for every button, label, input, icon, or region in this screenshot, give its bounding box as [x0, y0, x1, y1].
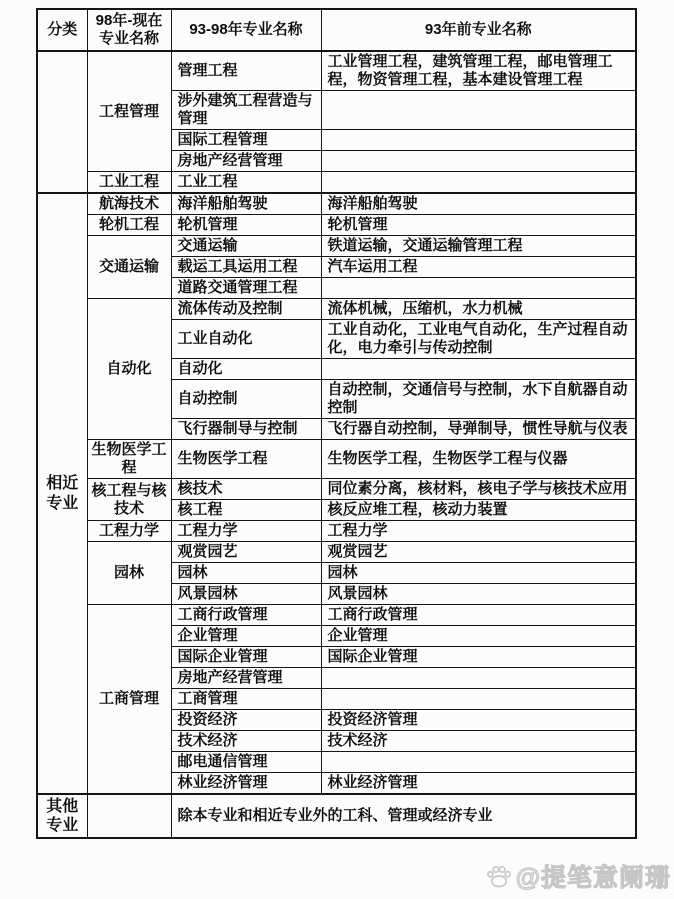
- table-cell: 企业管理: [171, 626, 321, 647]
- table-cell: 飞行器自动控制，导弹制导，惯性导航与仪表: [321, 419, 636, 440]
- table-row: [37, 172, 636, 194]
- table-cell: 飞行器制导与控制: [171, 419, 321, 440]
- table-cell: 核技术: [171, 479, 321, 500]
- table-cell: 房地产经营管理: [171, 151, 321, 172]
- table-cell: 园林: [87, 542, 171, 605]
- table-cell: 工业自动化: [171, 320, 321, 359]
- major-mapping-table: [36, 8, 637, 839]
- table-cell: 工业工程: [171, 172, 321, 194]
- table-cell: 邮电通信管理: [171, 752, 321, 773]
- table-cell: 铁道运输，交通运输管理工程: [321, 236, 636, 257]
- table-cell: 交通运输: [87, 236, 171, 299]
- table-cell: 工程力学: [87, 521, 171, 542]
- table-row: [37, 51, 636, 91]
- table-cell: 生物医学工程: [171, 440, 321, 479]
- header-cell: 分类: [37, 9, 87, 51]
- table-cell: 相近专业: [37, 193, 87, 794]
- table-cell: 自动控制，交通信号与控制，水下自航器自动控制: [321, 380, 636, 419]
- table-cell: 工商管理: [87, 605, 171, 795]
- table-cell: 工程力学: [171, 521, 321, 542]
- table-cell: 核工程与核技术: [87, 479, 171, 521]
- table-cell: [321, 278, 636, 299]
- table-cell: 核反应堆工程，核动力装置: [321, 500, 636, 521]
- table-cell: 园林: [171, 563, 321, 584]
- table-cell: 林业经济管理: [171, 773, 321, 795]
- table-cell: 生物医学工程: [87, 440, 171, 479]
- table-cell: 风景园林: [321, 584, 636, 605]
- table-cell: 工业工程: [87, 172, 171, 194]
- table-cell: 轮机工程: [87, 215, 171, 236]
- table-cell: [321, 752, 636, 773]
- table-cell: 涉外建筑工程营造与管理: [171, 91, 321, 130]
- header-cell: 93年前专业名称: [321, 9, 636, 51]
- watermark-text: @提笔意阑珊: [515, 864, 671, 892]
- table-row: [37, 605, 636, 626]
- table-cell: 自动化: [171, 359, 321, 380]
- table-cell: 海洋船舶驾驶: [321, 193, 636, 215]
- table-row: [37, 521, 636, 542]
- table-cell: 企业管理: [321, 626, 636, 647]
- table-cell: 工业自动化，工业电气自动化，生产过程自动化，电力牵引与传动控制: [321, 320, 636, 359]
- table-cell: 投资经济: [171, 710, 321, 731]
- table-cell: [37, 51, 87, 193]
- table-cell: 轮机管理: [321, 215, 636, 236]
- table-cell: [321, 91, 636, 130]
- table-cell: 轮机管理: [171, 215, 321, 236]
- table-cell: 观赏园艺: [171, 542, 321, 563]
- table-cell: 园林: [321, 563, 636, 584]
- table-cell: 风景园林: [171, 584, 321, 605]
- header-cell: 93-98年专业名称: [171, 9, 321, 51]
- table-cell: 核工程: [171, 500, 321, 521]
- table-cell: [321, 172, 636, 194]
- table-cell: 工业管理工程，建筑管理工程，邮电管理工程，物资管理工程，基本建设管理工程: [321, 51, 636, 91]
- table-cell: 国际企业管理: [321, 647, 636, 668]
- table-row: [37, 440, 636, 479]
- table-row: [37, 193, 636, 215]
- paw-icon: [485, 862, 513, 890]
- table-cell: [87, 794, 171, 838]
- table-cell: 除本专业和相近专业外的工科、管理或经济专业: [171, 794, 636, 838]
- table-cell: 流体传动及控制: [171, 299, 321, 320]
- table-cell: [321, 151, 636, 172]
- table-cell: 生物医学工程，生物医学工程与仪器: [321, 440, 636, 479]
- table-header-row: [37, 9, 636, 51]
- table-row: [37, 794, 636, 838]
- table-cell: [321, 668, 636, 689]
- table-cell: 技术经济: [171, 731, 321, 752]
- table-row: [37, 215, 636, 236]
- table-cell: 观赏园艺: [321, 542, 636, 563]
- table-cell: 工商管理: [171, 689, 321, 710]
- table-cell: [321, 130, 636, 151]
- table-cell: 自动控制: [171, 380, 321, 419]
- table-cell: 自动化: [87, 299, 171, 440]
- table-row: [37, 299, 636, 320]
- table-cell: 房地产经营管理: [171, 668, 321, 689]
- table-cell: 流体机械，压缩机，水力机械: [321, 299, 636, 320]
- table-cell: 国际工程管理: [171, 130, 321, 151]
- table-row: [37, 236, 636, 257]
- table-cell: [321, 689, 636, 710]
- table-cell: 载运工具运用工程: [171, 257, 321, 278]
- table-cell: 国际企业管理: [171, 647, 321, 668]
- table-cell: 工程管理: [87, 51, 171, 172]
- table-cell: 工商行政管理: [321, 605, 636, 626]
- table-cell: 投资经济管理: [321, 710, 636, 731]
- table-cell: 航海技术: [87, 193, 171, 215]
- table-row: [37, 542, 636, 563]
- table-cell: 交通运输: [171, 236, 321, 257]
- table-cell: 同位素分离，核材料，核电子学与核技术应用: [321, 479, 636, 500]
- table-cell: 林业经济管理: [321, 773, 636, 795]
- table-cell: 工程力学: [321, 521, 636, 542]
- table-cell: [321, 359, 636, 380]
- table-cell: 道路交通管理工程: [171, 278, 321, 299]
- table-cell: 汽车运用工程: [321, 257, 636, 278]
- table-cell: 海洋船舶驾驶: [171, 193, 321, 215]
- table-cell: 技术经济: [321, 731, 636, 752]
- table-cell: 管理工程: [171, 51, 321, 91]
- table-body: [37, 51, 636, 838]
- watermark: [485, 858, 671, 894]
- table-cell: 工商行政管理: [171, 605, 321, 626]
- table-cell: 其他专业: [37, 794, 87, 838]
- header-cell: 98年-现在专业名称: [87, 9, 171, 51]
- table-row: [37, 479, 636, 500]
